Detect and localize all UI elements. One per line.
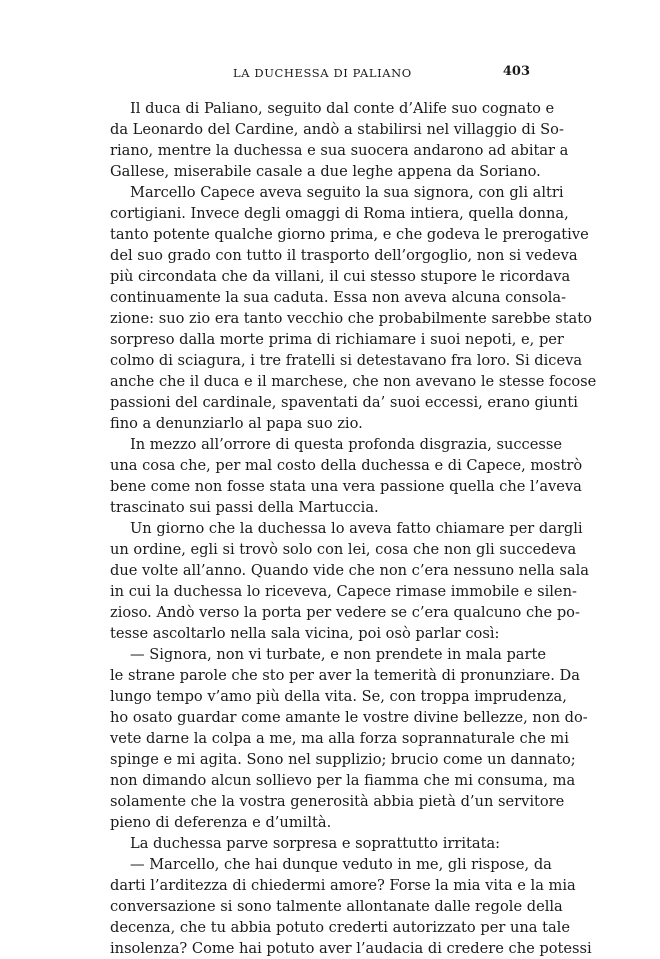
text-line: continuamente la sua caduta. Essa non aveva alcuna consola-	[110, 289, 567, 306]
text-line: in cui la duchessa lo riceveva, Capece rimase immobile e silen-	[110, 583, 577, 600]
page-header	[110, 64, 530, 84]
text-line: del suo grado con tutto il trasporto dell’orgoglio, non si vedeva	[110, 247, 578, 264]
text-line: vete darne la colpa a me, ma alla forza soprannaturale che mi	[110, 730, 569, 747]
text-line: darti l’arditezza di chiedermi amore? Forse la mia vita e la mia	[110, 877, 576, 894]
text-line: trascinato sui passi della Martuccia.	[110, 499, 379, 516]
text-line: Il duca di Paliano, seguito dal conte d’Alife suo cognato e	[130, 100, 555, 117]
text-line: Gallese, miserabile casale a due leghe appena da Soriano.	[110, 163, 541, 180]
text-line: due volte all’anno. Quando vide che non c’era nessuno nella sala	[110, 562, 589, 579]
text-line: solamente che la vostra generosità abbia pietà d’un servitore	[110, 793, 565, 810]
text-line: insolenza? Come hai potuto aver l’audacia di credere che potessi	[110, 940, 592, 957]
text-line: — Signora, non vi turbate, e non prendete in mala parte	[130, 646, 546, 663]
text-line: riano, mentre la duchessa e sua suocera andarono ad abitar a	[110, 142, 569, 159]
text-line: da Leonardo del Cardine, andò a stabilirsi nel villaggio di So-	[110, 121, 564, 138]
text-line: un ordine, egli si trovò solo con lei, cosa che non gli succedeva	[110, 541, 577, 558]
text-line: pieno di deferenza e d’umiltà.	[110, 814, 332, 831]
text-line: In mezzo all’orrore di questa profonda disgrazia, successe	[130, 436, 562, 453]
text-line: fino a denunziarlo al papa suo zio.	[110, 415, 363, 432]
text-line: passioni del cardinale, spaventati da’ suoi eccessi, erano giunti	[110, 394, 578, 411]
text-line: — Marcello, che hai dunque veduto in me, gli rispose, da	[130, 856, 552, 873]
text-line: Marcello Capece aveva seguito la sua signora, con gli altri	[130, 184, 564, 201]
text-line: spinge e mi agita. Sono nel supplizio; brucio come un dannato;	[110, 751, 576, 768]
text-line: zione: suo zio era tanto vecchio che probabilmente sarebbe stato	[110, 310, 592, 327]
text-line: zioso. Andò verso la porta per vedere se c’era qualcuno che po-	[110, 604, 580, 621]
text-line: ho osato guardar come amante le vostre divine bellezze, non do-	[110, 709, 588, 726]
text-line: bene come non fosse stata una vera passione quella che l’aveva	[110, 478, 582, 495]
text-line: più circondata che da villani, il cui stesso stupore le ricordava	[110, 268, 571, 285]
text-line: conversazione si sono talmente allontanate dalle regole della	[110, 898, 563, 915]
text-line: lungo tempo v’amo più della vita. Se, con troppa imprudenza,	[110, 688, 567, 705]
body-text	[110, 98, 597, 959]
text-line: tesse ascoltarlo nella sala vicina, poi osò parlar così:	[110, 625, 500, 642]
text-line: cortigiani. Invece degli omaggi di Roma intiera, quella donna,	[110, 205, 569, 222]
text-line: le strane parole che sto per aver la temerità di pronunziare. Da	[110, 667, 580, 684]
text-line: tanto potente qualche giorno prima, e che godeva le prerogative	[110, 226, 589, 243]
text-line: La duchessa parve sorpresa e soprattutto irritata:	[130, 835, 501, 852]
text-line: sorpreso dalla morte prima di richiamare i suoi nepoti, e, per	[110, 331, 564, 348]
text-line: colmo di sciagura, i tre fratelli si detestavano fra loro. Si diceva	[110, 352, 583, 369]
page-number: 403	[502, 64, 530, 79]
text-line: Un giorno che la duchessa lo aveva fatto chiamare per dargli	[130, 520, 583, 537]
text-line: decenza, che tu abbia potuto crederti autorizzato per una tale	[110, 919, 570, 936]
text-line: non dimando alcun sollievo per la fiamma che mi consuma, ma	[110, 772, 576, 789]
text-line: una cosa che, per mal costo della duchessa e di Capece, mostrò	[110, 457, 583, 474]
running-title: LA DUCHESSA DI PALIANO	[233, 66, 412, 80]
text-line: anche che il duca e il marchese, che non avevano le stesse focose	[110, 373, 597, 390]
